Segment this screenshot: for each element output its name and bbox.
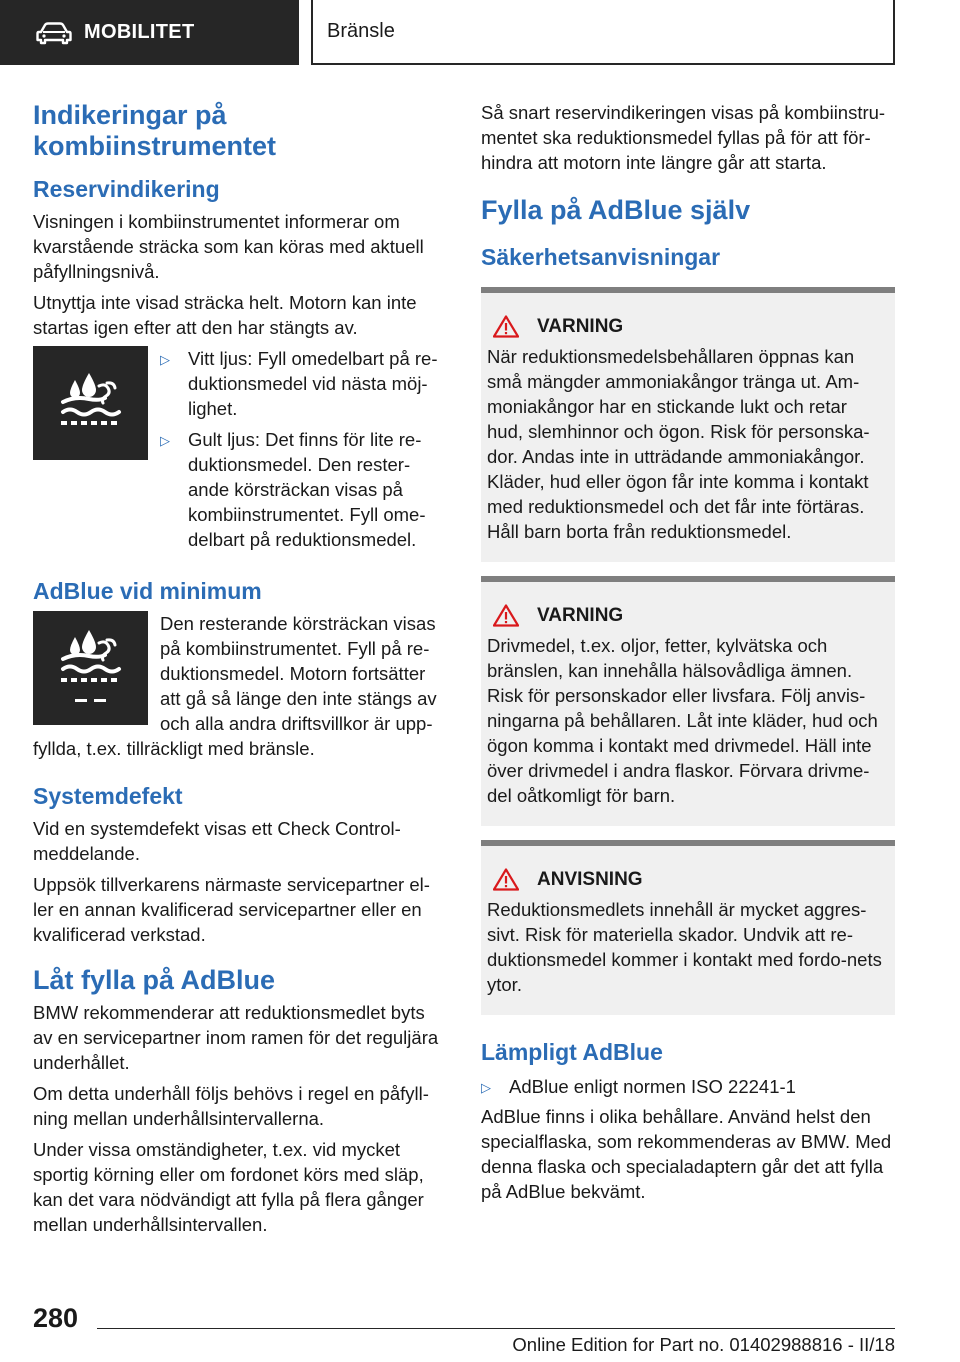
reserve-list <box>160 346 448 558</box>
bullet-triangle-icon: ▷ <box>160 352 170 367</box>
left-column <box>33 100 448 1243</box>
caution-triangle-icon <box>493 868 519 891</box>
heading-systemdefekt: Systemdefekt <box>33 783 183 809</box>
reserve-indicator-block <box>33 346 448 558</box>
heading-sakerhet: Säkerhetsanvisningar <box>481 244 721 270</box>
adblue-minimum-icon <box>33 611 148 725</box>
heading-adblue-minimum: AdBlue vid minimum <box>33 578 262 604</box>
heading-fylla-sjalv: Fylla på AdBlue själv <box>481 195 751 225</box>
footer-rule <box>97 1328 895 1329</box>
adblue-reserve-icon <box>33 346 148 460</box>
warning-triangle-icon <box>493 315 519 338</box>
notice-box <box>481 840 895 1015</box>
right-column <box>481 100 895 1210</box>
warning-text: När reduktionsmedelsbehållaren öppnas kan små mängder ammoniakångor tränga ut. Am-moniakångor har en stickande lukt och retar hud, slemhinnor och ögon. Risk för personska-dor. Andas inte in utträdande ammoniakångor. Kläder, hud eller ögon får inte komma i kontakt med reduktionsmedel och det får inte förtäras. Håll barn borta från reduktionsmedel. <box>487 346 870 542</box>
paragraph: Så snart reservindikeringen visas på kombiinstru-mentet ska reduktionsmedel fyllas på för att för-hindra att motorn inte längre går att starta. <box>481 102 886 173</box>
edition-text: Online Edition for Part no. 01402988816 - II/18 <box>512 1334 895 1355</box>
heading-lampligt: Lämpligt AdBlue <box>481 1039 663 1065</box>
minimum-block <box>33 611 448 761</box>
heading-lat-fylla: Låt fylla på AdBlue <box>33 965 276 995</box>
paragraph: Uppsök tillverkarens närmaste servicepartner el-ler en annan kvalificerad servicepartner eller en kvalificerad verkstad. <box>33 874 430 945</box>
chapter-tab <box>0 0 299 65</box>
paragraph: Under vissa omständigheter, t.ex. vid mycket sportig körning eller om fordonet körs med släp, kan det vara nödvändigt att fylla på flera gånger mellan underhållsintervallen. <box>33 1139 424 1235</box>
warning-label: VARNING <box>537 315 624 337</box>
heading-indikeringar: Indikeringar på kombiinstrumentet <box>33 100 277 161</box>
paragraph: Den resterande körsträckan visas på kombiinstrumentet. Fyll på re-duktionsmedel. Motorn fortsätter att gå så länge den inte stängs av och alla andra driftsvillkor är upp-fyllda, t.ex. tillräckligt med bränsle. <box>33 613 437 759</box>
bullet-triangle-icon: ▷ <box>481 1080 491 1095</box>
notice-label: ANVISNING <box>537 868 643 890</box>
paragraph: Utnyttja inte visad sträcka helt. Motorn kan inte startas igen efter att den har stängts av. <box>33 292 417 338</box>
bullet-triangle-icon: ▷ <box>160 433 170 448</box>
warning-text: Drivmedel, t.ex. oljor, fetter, kylvätska och bränslen, kan innehålla hälsovådliga ämnen. Risk för personskador eller livsfara. Följ anvis-ningarna på behållaren. Låt inte kläder, hud och ögon komma i kontakt med drivmedel. Häll inte över drivmedel i andra flaskor. Förvara drivme-del oåtkomligt för barn. <box>487 635 878 806</box>
car-icon <box>36 21 72 45</box>
heading-reservindikering: Reservindikering <box>33 176 220 202</box>
paragraph: BMW rekommenderar att reduktionsmedlet byts av en servicepartner inom ramen för det reguljära underhållet. <box>33 1002 439 1073</box>
warning-box <box>481 287 895 562</box>
paragraph: Visningen i kombiinstrumentet informerar om kvarstående sträcka som kan köras med aktuell påfyllningsnivå. <box>33 211 424 282</box>
list-item: ▷ AdBlue enligt normen ISO 22241-1 <box>481 1074 895 1100</box>
paragraph: AdBlue finns i olika behållare. Använd helst den specialflaska, som rekommenderas av BMW. Med denna flaska och specialadaptern går det att fylla på AdBlue bekvämt. <box>481 1106 892 1202</box>
warning-label: VARNING <box>537 604 624 626</box>
paragraph: Om detta underhåll följs behövs i regel en påfyll-ning mellan underhållsintervallerna. <box>33 1083 429 1129</box>
page-number: 280 <box>33 1303 79 1333</box>
chapter-label: MOBILITET <box>84 21 195 43</box>
list-item: ▷ Vitt ljus: Fyll omedelbart på re-duktionsmedel vid nästa möj-lighet. <box>160 348 438 419</box>
warning-triangle-icon <box>493 604 519 627</box>
paragraph: Vid en systemdefekt visas ett Check Control-meddelande. <box>33 818 401 864</box>
warning-box <box>481 576 895 826</box>
notice-text: Reduktionsmedlets innehåll är mycket aggres-sivt. Risk för materiella skador. Undvik att re-duktionsmedel kommer i kontakt med fordo-nets ytor. <box>487 899 882 995</box>
list-item: ▷ Gult ljus: Det finns för lite re-duktionsmedel. Den rester-ande körsträckan visas på kombiinstrumentet. Fyll ome-delbart på reduktionsmedel. <box>160 429 426 550</box>
section-label: Bränsle <box>311 0 895 65</box>
suitable-list <box>481 1074 895 1100</box>
